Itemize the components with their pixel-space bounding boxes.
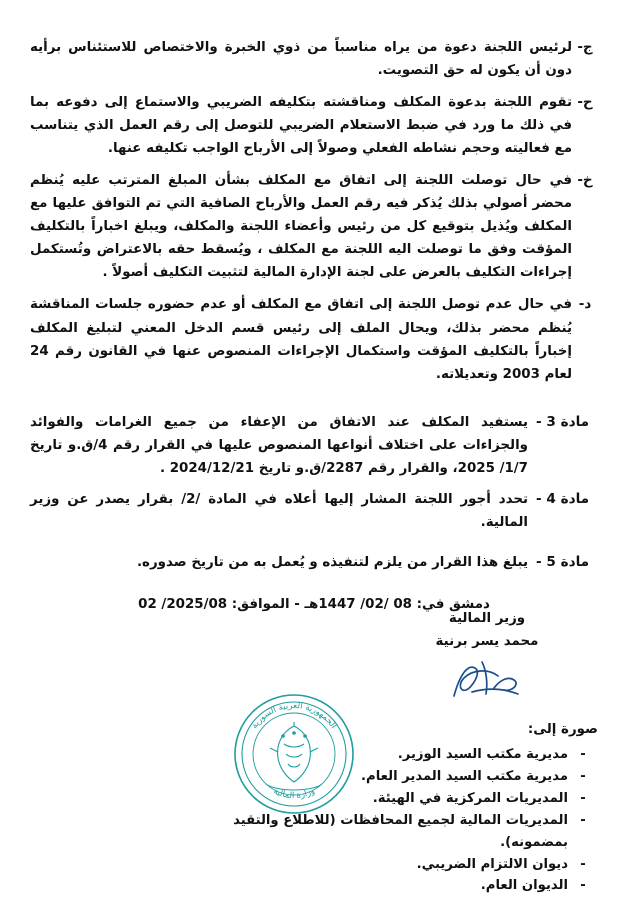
clause-item	[30, 169, 598, 284]
article-label: مادة 3 -	[536, 413, 590, 430]
copy-to-section	[198, 722, 598, 897]
list-item-label: المديريات المركزية في الهيئة.	[372, 790, 568, 806]
list-item-label: الديوان العام.	[480, 878, 568, 894]
list-item	[198, 875, 598, 897]
list-item-label: مديرية مكتب السيد المدير العام.	[361, 768, 568, 784]
clause-text: في حال توصلت اللجنة إلى اتفاق مع المكلف بشأن المبلغ المترتب عليه يُنظم محضر أصولي بذلك يُذكر فيه رقم العمل والأرباح الصافية التي تم التوافق عليها مع المكلف ويُذيل بتوقيع كل من رئيس وأعضاء اللجنة والمكلف، ويبلغ اخباراً بالتكليف المؤقت وفق ما توصلت اليه اللجنة مع المكلف ، ويُسقط حقه بالاعتراض وتُستكمل إجراءات التكليف بالعرض على لجنة الإدارة المالية لتثبيت التكليف أصولاً .	[30, 173, 572, 281]
handwritten-signature	[382, 658, 592, 704]
article-text: يستفيد المكلف عند الاتفاق من الإعفاء من جميع الغرامات والفوائد والجزاءات على اختلاف أنواعها المنصوص عليها في القرار رقم 4/ق.و تاريخ 1/7/ 2025، والقرار رقم 2287/ق.و تاريخ 2024/12/21 .	[30, 414, 528, 477]
article-item	[30, 551, 598, 575]
section-spacer	[30, 395, 598, 411]
list-item	[198, 744, 598, 766]
list-item-label: المديريات المالية لجميع المحافظات (للاطلاع والتقيد بمضمونه).	[233, 812, 568, 850]
clause-marker: د-	[578, 296, 592, 313]
clause-item	[30, 36, 598, 82]
article-text: تحدد أجور اللجنة المشار إليها أعلاه في المادة /2/ بقرار يصدر عن وزير المالية.	[30, 491, 528, 530]
list-item	[198, 810, 598, 854]
svg-text:الجمهورية العربية السورية: الجمهورية العربية السورية	[249, 700, 339, 731]
issue-date-line: دمشق في: 08 /02/ 1447هـ - الموافق: 2025/08/ 02	[138, 596, 490, 612]
copy-to-title: صورة إلى:	[527, 722, 598, 737]
list-bullet: -	[580, 768, 586, 784]
clause-marker: خ-	[577, 172, 593, 189]
article-label: مادة 4 -	[536, 490, 590, 507]
article-label: مادة 5 -	[536, 554, 590, 571]
list-item-label: ديوان الالتزام الضريبي.	[416, 856, 568, 872]
clause-item	[30, 91, 598, 160]
list-bullet: -	[580, 856, 586, 872]
list-bullet: -	[580, 747, 586, 762]
svg-text:وزارة المالية: وزارة المالية	[271, 786, 317, 802]
signature-block	[382, 608, 592, 704]
copy-to-list	[198, 744, 598, 897]
list-item-label: مديرية مكتب السيد الوزير.	[397, 747, 568, 762]
list-item	[198, 788, 598, 810]
article-item	[30, 488, 598, 535]
list-bullet: -	[580, 878, 586, 894]
clause-text: تقوم اللجنة بدعوة المكلف ومناقشته بتكليفه الضريبي والاستماع إلى دفوعه بما في ذلك ما ورد في ضبط الاستعلام الضريبي للتوصل إلى رقم العمل الذي يتناسب مع فعاليته وحجم نشاطه الفعلي وصولاً إلى الأرباح الواجب تكليفه عنها.	[30, 95, 572, 157]
list-item	[198, 854, 598, 876]
list-bullet: -	[580, 790, 586, 806]
article-text: يبلغ هذا القرار من يلزم لتنفيذه و يُعمل به من تاريخ صدوره.	[136, 555, 528, 571]
clause-list	[30, 36, 598, 386]
article-item	[30, 411, 598, 481]
article-spacer	[30, 541, 598, 551]
list-item	[198, 766, 598, 788]
clause-marker: ح-	[577, 94, 593, 111]
clause-marker: ج-	[577, 39, 593, 55]
clause-text: في حال عدم توصل اللجنة إلى اتفاق مع المكلف أو عدم حضوره جلسات المناقشة يُنظم محضر بذلك، ويحال الملف إلى رئيس قسم الدخل المعني لتبليغ المكلف إخباراً بالتكليف المؤقت واستكمال الإجراءات المنصوص عنها في القانون رقم 24 لعام 2003 وتعديلاته.	[30, 297, 572, 382]
signatory-title: وزير المالية	[448, 611, 526, 626]
signatory-name: محمد يسر برنية	[435, 633, 539, 649]
list-bullet: -	[580, 812, 586, 828]
clause-text: لرئيس اللجنة دعوة من يراه مناسباً من ذوي الخبرة والاختصاص للاستئناس برأيه دون أن يكون له حق التصويت.	[30, 40, 572, 79]
clause-item	[30, 293, 598, 385]
